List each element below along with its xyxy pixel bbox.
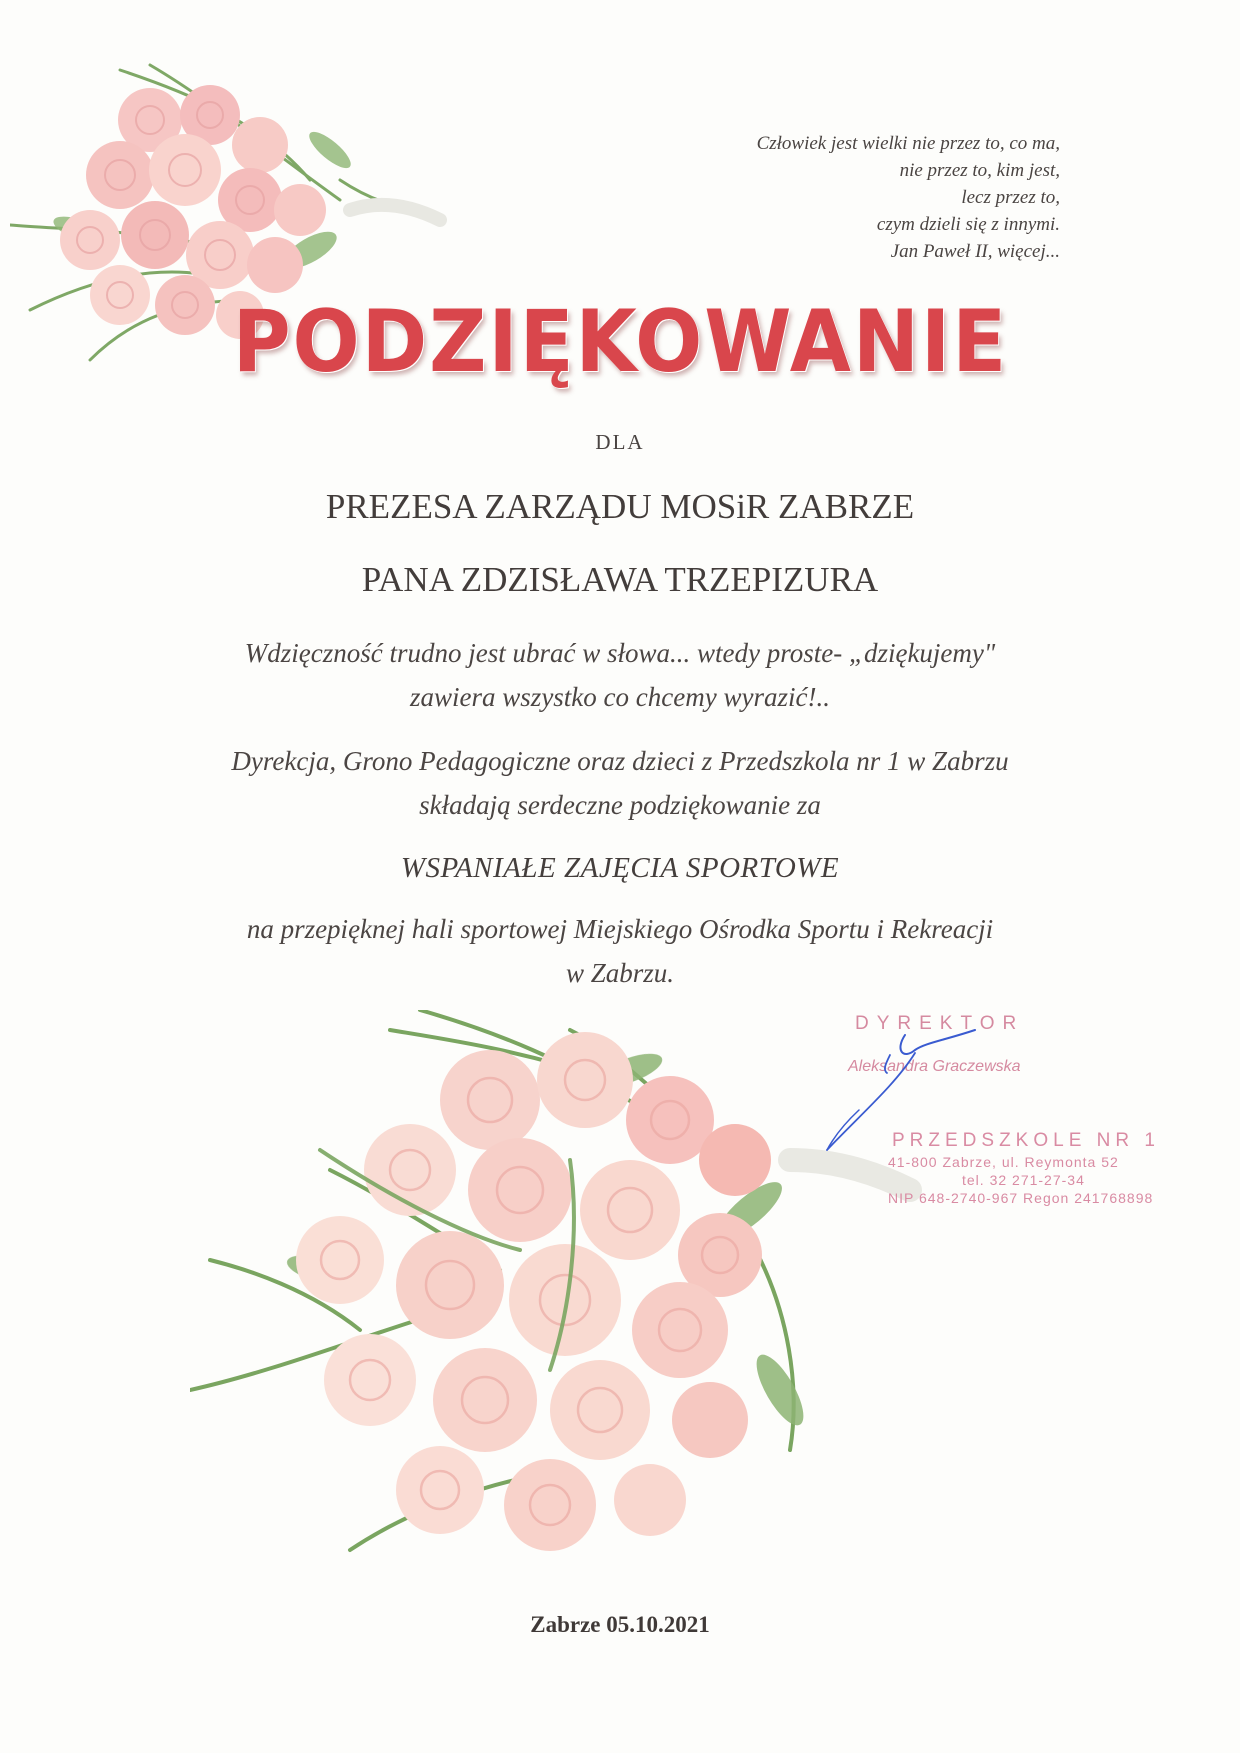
institution-stamp (888, 1130, 1188, 1206)
quote-line: Człowiek jest wielki nie przez to, co ma, (756, 133, 1060, 154)
gratitude-line: Wdzięczność trudno jest ubrać w słowa... wtedy proste- „dziękujemy" (244, 638, 996, 668)
stamp-address: 41-800 Zabrze, ul. Reymonta 52 (888, 1154, 1119, 1170)
quote-line: lecz przez to, (961, 187, 1060, 208)
recipient-name: PANA ZDZISŁAWA TRZEPIZURA (361, 560, 879, 599)
document-date: Zabrze 05.10.2021 (530, 1612, 710, 1637)
quote-line: czym dzieli się z innymi. (876, 214, 1060, 235)
quote-author: Jan Paweł II, więcej... (890, 241, 1060, 262)
venue-line: na przepięknej hali sportowej Miejskiego Ośrodka Sportu i Rekreacji (246, 914, 994, 944)
senders-line: Dyrekcja, Grono Pedagogiczne oraz dzieci z Przedszkola nr 1 w Zabrzu (231, 746, 1009, 776)
senders-line: składają serdeczne podziękowanie za (419, 790, 821, 820)
quote-line: nie przez to, kim jest, (899, 160, 1060, 181)
gratitude-line: zawiera wszystko co chcemy wyrazić!.. (410, 682, 830, 712)
quote-block (540, 130, 1060, 265)
signature-name: Aleksandra Graczewska (848, 1058, 1021, 1075)
recipient-position: PREZESA ZARZĄDU MOSiR ZABRZE (325, 487, 915, 526)
stamp-ids: NIP 648-2740-967 Regon 241768898 (888, 1190, 1154, 1206)
venue-line: w Zabrzu. (565, 958, 675, 988)
for-label: DLA (595, 430, 645, 454)
page-title (0, 292, 1240, 392)
stamp-phone: tel. 32 271-27-34 (962, 1172, 1085, 1188)
signature-title: DYREKTOR (855, 1013, 1025, 1034)
page-title-text: PODZIĘKOWANIE (232, 292, 1008, 392)
activity-heading: WSPANIAŁE ZAJĘCIA SPORTOWE (400, 852, 840, 884)
stamp-institution-name: PRZEDSZKOLE NR 1 (892, 1130, 1160, 1151)
